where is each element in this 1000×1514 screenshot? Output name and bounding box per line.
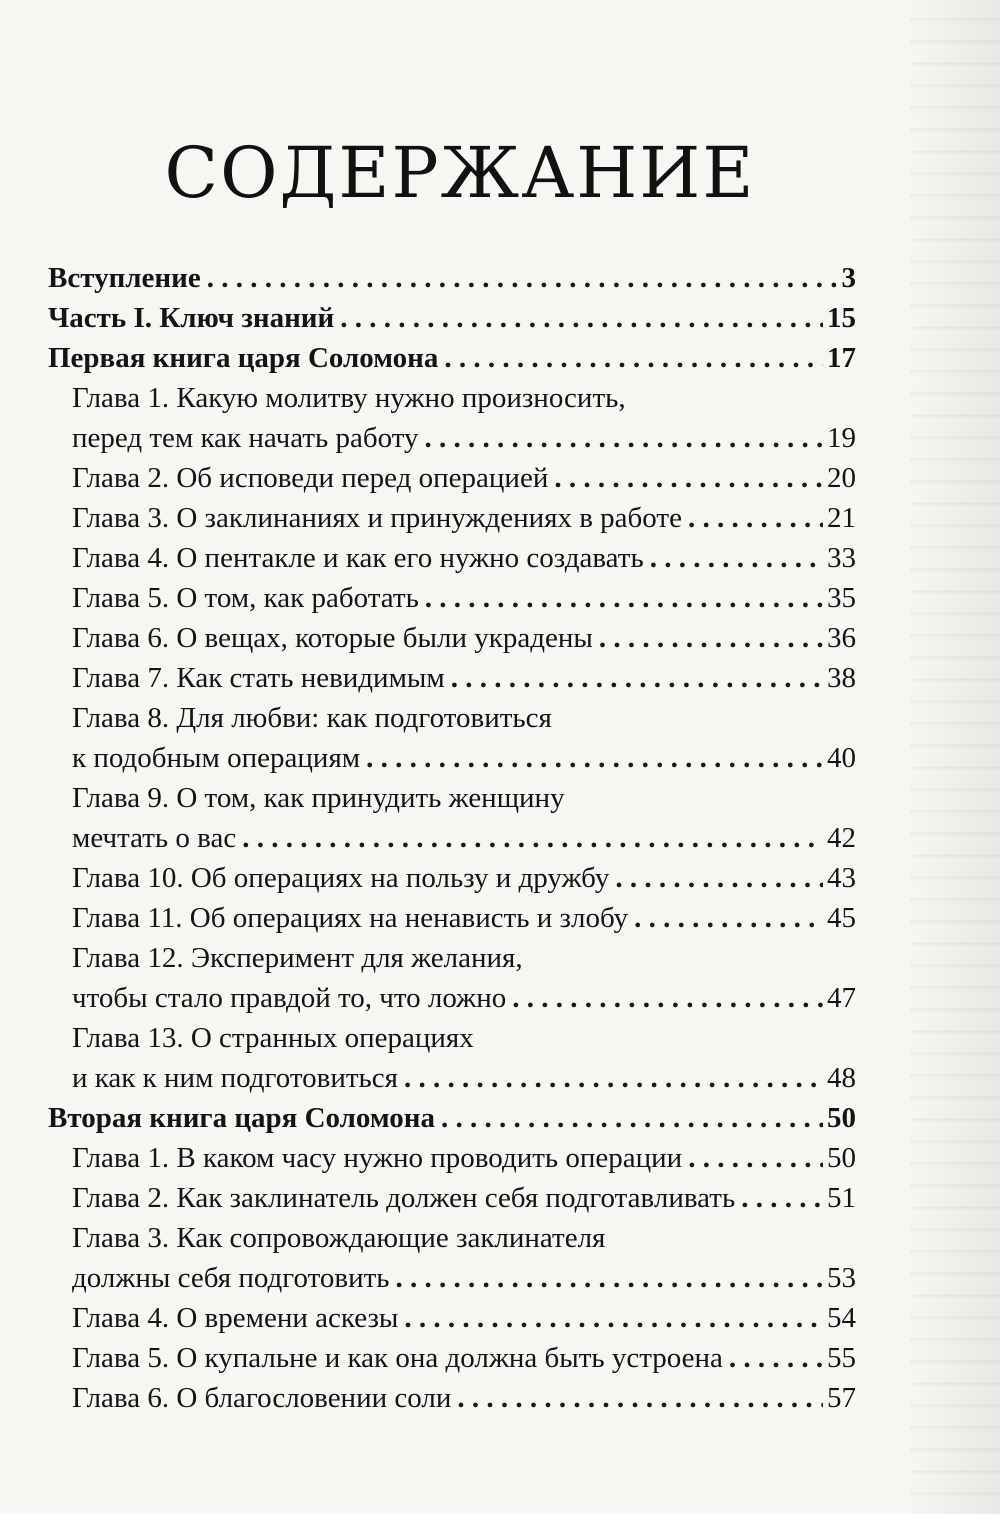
toc-entry-label: Глава 11. Об операциях на ненависть и злобу	[72, 902, 629, 934]
toc-dot-leader	[688, 1138, 823, 1178]
toc-dot-leader	[741, 1178, 823, 1218]
toc-dot-leader	[444, 338, 823, 378]
toc-chapter-entry	[48, 658, 856, 698]
toc-entry-label: Глава 5. О купальне и как она должна быть устроена	[72, 1342, 723, 1374]
toc-dot-leader	[340, 298, 823, 338]
toc-dot-leader	[425, 578, 823, 618]
toc-dot-leader	[634, 898, 823, 938]
toc-entry-label: Первая книга царя Соломона	[48, 342, 439, 374]
toc-entry-label: перед тем как начать работу	[72, 422, 419, 454]
toc-entry-label: Глава 8. Для любви: как подготовиться	[72, 702, 552, 734]
toc-chapter-entry	[48, 738, 856, 778]
toc-page-number: 15	[827, 302, 856, 334]
toc-chapter-entry	[48, 538, 856, 578]
toc-dot-leader	[396, 1258, 824, 1298]
toc-dot-leader	[457, 1378, 823, 1418]
toc-dot-leader	[207, 258, 838, 298]
toc-chapter-entry	[48, 1258, 856, 1298]
toc-page-number: 51	[827, 1182, 856, 1214]
toc-chapter-entry	[48, 498, 856, 538]
toc-entry-first-line	[48, 1018, 856, 1058]
toc-chapter-entry	[48, 618, 856, 658]
toc-section-entry	[48, 1098, 856, 1138]
toc-chapter-entry	[48, 1138, 856, 1178]
toc-entry-label: Вступление	[48, 262, 201, 294]
toc-page-number: 54	[827, 1302, 856, 1334]
toc-page-number: 21	[827, 502, 856, 534]
toc-entry-label: к подобным операциям	[72, 742, 361, 774]
toc-entry-label: Глава 4. О пентакле и как его нужно создавать	[72, 542, 644, 574]
toc-dot-leader	[599, 618, 823, 658]
toc-chapter-entry	[48, 1378, 856, 1418]
toc-entry-first-line	[48, 1218, 856, 1258]
toc-page-number: 45	[827, 902, 856, 934]
toc-dot-leader	[729, 1338, 823, 1378]
toc-entry-first-line	[48, 778, 856, 818]
toc-dot-leader	[512, 978, 823, 1018]
toc-dot-leader	[451, 658, 823, 698]
toc-chapter-entry	[48, 858, 856, 898]
toc-page-number: 43	[827, 862, 856, 894]
toc-entry-label: чтобы стало правдой то, что ложно	[72, 982, 507, 1014]
toc-entry-label: Глава 1. В каком часу нужно проводить операции	[72, 1142, 683, 1174]
toc-entry-label: Глава 6. О благословении соли	[72, 1382, 452, 1414]
toc-entry-label: и как к ним подготовиться	[72, 1062, 398, 1094]
toc-page-number: 35	[827, 582, 856, 614]
toc-chapter-entry	[48, 1338, 856, 1378]
toc-chapter-entry	[48, 898, 856, 938]
toc-entry-label: Глава 3. Как сопровождающие заклинателя	[72, 1222, 606, 1254]
toc-chapter-entry	[48, 978, 856, 1018]
toc-entry-label: Глава 1. Какую молитву нужно произносить,	[72, 382, 626, 414]
toc-chapter-entry	[48, 418, 856, 458]
table-of-contents	[48, 258, 856, 1418]
toc-section-entry	[48, 338, 856, 378]
toc-dot-leader	[404, 1058, 823, 1098]
toc-entry-label: должны себя подготовить	[72, 1262, 390, 1294]
toc-entry-label: мечтать о вас	[72, 822, 237, 854]
toc-entry-label: Глава 5. О том, как работать	[72, 582, 419, 614]
toc-chapter-entry	[48, 1178, 856, 1218]
toc-dot-leader	[688, 498, 823, 538]
toc-page-number: 53	[827, 1262, 856, 1294]
toc-entry-label: Глава 9. О том, как принудить женщину	[72, 782, 565, 814]
toc-chapter-entry	[48, 578, 856, 618]
toc-page-number: 19	[827, 422, 856, 454]
toc-page-number: 50	[827, 1142, 856, 1174]
toc-page-number: 17	[827, 342, 856, 374]
toc-page-number: 20	[827, 462, 856, 494]
toc-dot-leader	[366, 738, 823, 778]
toc-page-number: 42	[827, 822, 856, 854]
toc-entry-label: Глава 2. Как заклинатель должен себя подготавливать	[72, 1182, 736, 1214]
toc-section-entry	[48, 258, 856, 298]
toc-entry-label: Часть I. Ключ знаний	[48, 302, 335, 334]
toc-dot-leader	[441, 1098, 823, 1138]
toc-page-number: 48	[827, 1062, 856, 1094]
toc-dot-leader	[650, 538, 823, 578]
toc-page-number: 33	[827, 542, 856, 574]
toc-entry-label: Глава 7. Как стать невидимым	[72, 662, 445, 694]
toc-section-entry	[48, 298, 856, 338]
toc-entry-first-line	[48, 378, 856, 418]
toc-dot-leader	[404, 1298, 823, 1338]
toc-chapter-entry	[48, 458, 856, 498]
page-title: СОДЕРЖАНИЕ	[164, 132, 756, 214]
toc-page-number: 40	[827, 742, 856, 774]
toc-page-number: 50	[827, 1102, 856, 1134]
toc-entry-label: Глава 13. О странных операциях	[72, 1022, 474, 1054]
toc-page-number: 55	[827, 1342, 856, 1374]
toc-entry-first-line	[48, 698, 856, 738]
toc-page-number: 38	[827, 662, 856, 694]
toc-entry-label: Вторая книга царя Соломона	[48, 1102, 435, 1134]
toc-chapter-entry	[48, 818, 856, 858]
toc-dot-leader	[242, 818, 823, 858]
toc-dot-leader	[615, 858, 823, 898]
toc-chapter-entry	[48, 1058, 856, 1098]
toc-entry-label: Глава 12. Эксперимент для желания,	[72, 942, 523, 974]
page-bleed-texture	[910, 0, 1000, 1514]
toc-dot-leader	[554, 458, 823, 498]
toc-entry-label: Глава 3. О заклинаниях и принуждениях в работе	[72, 502, 682, 534]
toc-entry-label: Глава 4. О времени аскезы	[72, 1302, 399, 1334]
toc-dot-leader	[425, 418, 823, 458]
toc-page-number: 57	[827, 1382, 856, 1414]
toc-entry-first-line	[48, 938, 856, 978]
toc-page-number: 36	[827, 622, 856, 654]
toc-chapter-entry	[48, 1298, 856, 1338]
toc-page-number: 47	[827, 982, 856, 1014]
toc-entry-label: Глава 6. О вещах, которые были украдены	[72, 622, 593, 654]
toc-entry-label: Глава 2. Об исповеди перед операцией	[72, 462, 549, 494]
toc-page-number: 3	[841, 262, 856, 294]
toc-entry-label: Глава 10. Об операциях на пользу и дружбу	[72, 862, 610, 894]
